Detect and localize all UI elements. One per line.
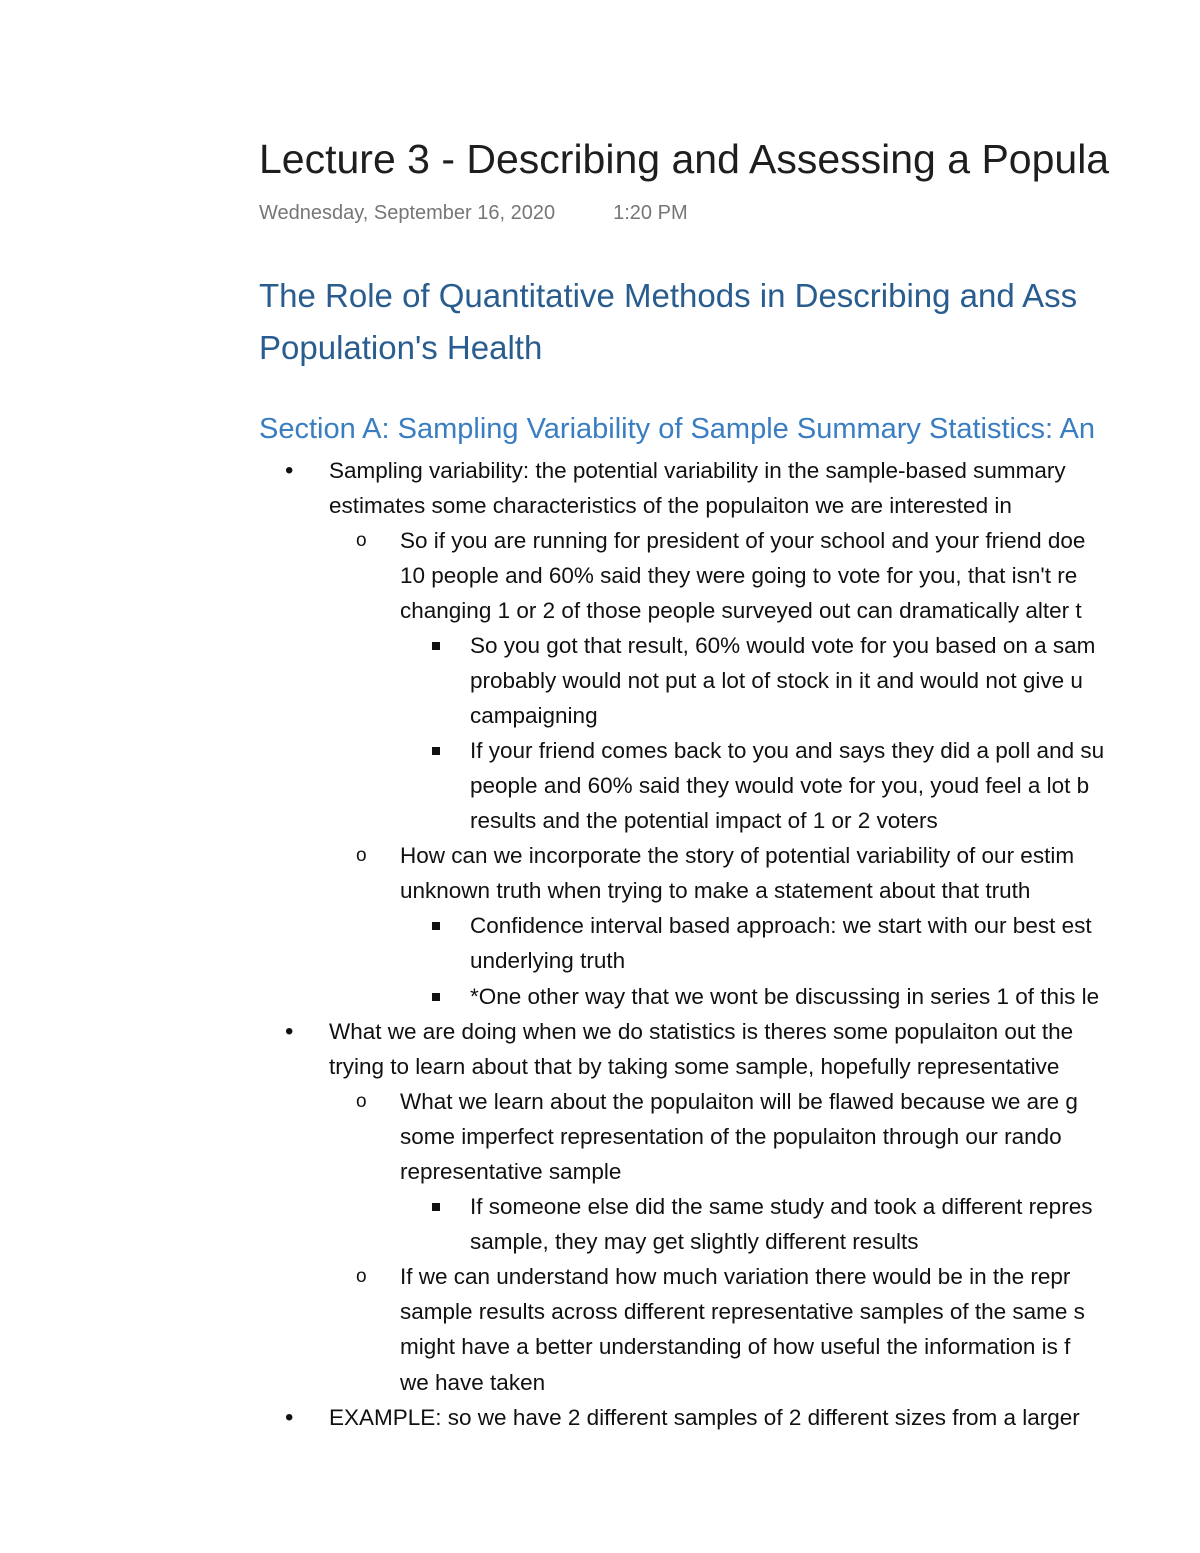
list-item: representative sample xyxy=(400,1159,622,1184)
list-item: sample results across different representative samples of the same s xyxy=(400,1299,1085,1324)
list-item: 10 people and 60% said they were going to vote for you, that isn't re xyxy=(400,563,1078,588)
list-item: What we learn about the populaiton will be flawed because we are g xyxy=(400,1089,1078,1114)
main-heading-line-2: Population's Health xyxy=(259,329,543,366)
list-item: So you got that result, 60% would vote for you based on a sam xyxy=(470,633,1096,658)
list-item: If your friend comes back to you and says they did a poll and su xyxy=(470,738,1105,763)
main-heading xyxy=(259,270,1077,374)
list-item: If we can understand how much variation there would be in the repr xyxy=(400,1264,1071,1289)
list-item: So if you are running for president of your school and your friend doe xyxy=(400,528,1086,553)
list-item: results and the potential impact of 1 or 2 voters xyxy=(470,808,938,833)
page-timestamp xyxy=(259,200,688,226)
list-item: What we are doing when we do statistics is theres some populaiton out the xyxy=(329,1019,1074,1044)
list-item: unknown truth when trying to make a statement about that truth xyxy=(400,878,1031,903)
bullet-square xyxy=(432,922,440,930)
main-heading-line-1: The Role of Quantitative Methods in Describing and Ass xyxy=(259,277,1078,314)
bullet-dot xyxy=(285,1400,293,1437)
bullet-circle xyxy=(356,838,367,873)
list-item: might have a better understanding of how useful the information is f xyxy=(400,1334,1071,1359)
note-page xyxy=(259,0,1200,1553)
list-item: changing 1 or 2 of those people surveyed out can dramatically alter t xyxy=(400,598,1082,623)
list-item: we have taken xyxy=(400,1370,546,1395)
list-item: Sampling variability: the potential variability in the sample-based summary xyxy=(329,458,1066,483)
list-item: If someone else did the same study and took a different repres xyxy=(470,1194,1093,1219)
bullet-square xyxy=(432,993,440,1001)
bullet-circle xyxy=(356,523,367,558)
list-item: underlying truth xyxy=(470,948,626,973)
section-heading: Section A: Sampling Variability of Sample Summary Statistics: An xyxy=(259,413,1095,445)
list-item: sample, they may get slightly different results xyxy=(470,1229,919,1254)
page-date: Wednesday, September 16, 2020 xyxy=(259,202,556,224)
bullet-circle xyxy=(356,1259,367,1294)
list-item: probably would not put a lot of stock in it and would not give u xyxy=(470,668,1083,693)
list-item: campaigning xyxy=(470,703,598,728)
list-item: estimates some characteristics of the populaiton we are interested in xyxy=(329,493,1012,518)
list-item: How can we incorporate the story of potential variability of our estim xyxy=(400,843,1075,868)
list-item: trying to learn about that by taking some sample, hopefully representative xyxy=(329,1054,1060,1079)
page-time: 1:20 PM xyxy=(613,202,688,224)
page-title: Lecture 3 - Describing and Assessing a Popula xyxy=(259,136,1110,182)
bullet-dot xyxy=(285,1014,293,1051)
bullet-dot xyxy=(285,453,293,490)
list-item: some imperfect representation of the populaiton through our rando xyxy=(400,1124,1062,1149)
bullet-square xyxy=(432,747,440,755)
bullet-square xyxy=(432,642,440,650)
bullet-circle xyxy=(356,1084,367,1119)
list-item: *One other way that we wont be discussing in series 1 of this le xyxy=(470,984,1100,1009)
list-item: EXAMPLE: so we have 2 different samples of 2 different sizes from a larger xyxy=(329,1405,1080,1430)
bullet-square xyxy=(432,1203,440,1211)
list-item: Confidence interval based approach: we start with our best est xyxy=(470,913,1092,938)
list-item: people and 60% said they would vote for you, youd feel a lot b xyxy=(470,773,1090,798)
